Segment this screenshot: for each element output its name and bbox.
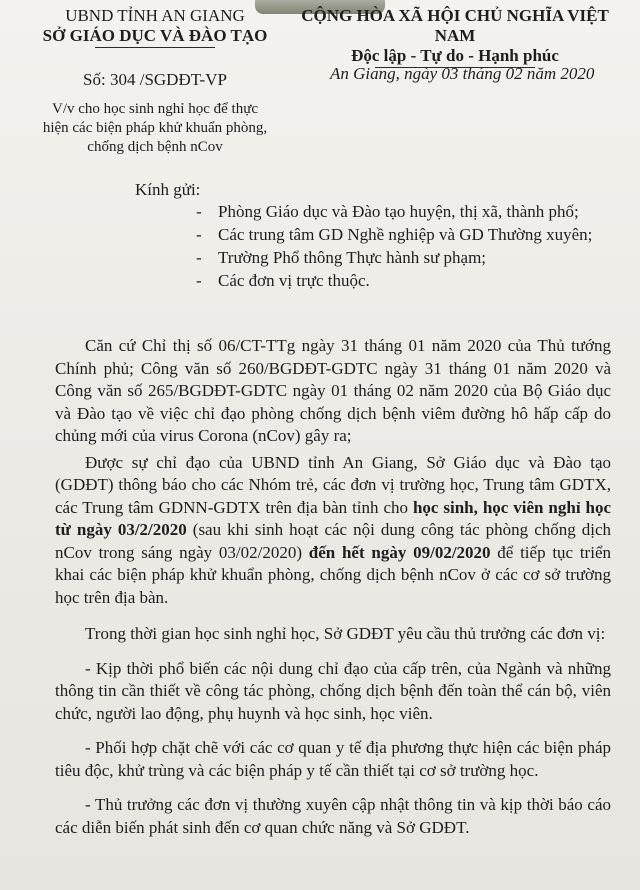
recipient-text: Trường Phổ thông Thực hành sư phạm; xyxy=(218,248,487,267)
list-item xyxy=(196,223,606,246)
issuing-authority xyxy=(30,6,280,48)
org-underline xyxy=(95,47,215,48)
recipient-text: Các trung tâm GD Nghề nghiệp và GD Thường xuyên; xyxy=(218,225,593,244)
nation-line-1: CỘNG HÒA XÃ HỘI CHỦ NGHĨA VIỆT NAM xyxy=(301,6,609,45)
paragraph-requirement-1: - Kịp thời phổ biến các nội dung chỉ đạo của cấp trên, của Ngành và những thông tin cần thiết về công tác phòng, chống dịch bệnh đến toàn thể cán bộ, viên chức, người lao động, phụ huynh và học sinh, học viên. xyxy=(55,658,611,723)
list-dash: - xyxy=(196,225,202,244)
subject-line-1: V/v cho học sinh nghỉ học để thực xyxy=(51,101,258,117)
subject-line-3: chống dịch bệnh nCov xyxy=(87,139,223,155)
recipients-label: Kính gửi: xyxy=(135,180,201,199)
list-item xyxy=(196,200,606,223)
national-heading xyxy=(280,6,630,68)
announcement-text: Được sự chỉ đạo của UBND tỉnh An Giang, Sở Giáo dục và Đào tạo (GDĐT) thông báo cho các Nhóm trẻ, các đơn vị trường học, Trung tâm GDTX, các Trung tâm GDNN-GDTX trên địa bàn tỉnh cho xyxy=(55,452,611,517)
list-item xyxy=(196,246,606,269)
paragraph-requirement-2: - Phối hợp chặt chẽ với các cơ quan y tế địa phương thực hiện các biện pháp tiêu độc, khử trùng và các biện pháp y tế cần thiết tại cơ sở trường học. xyxy=(55,738,611,780)
nation-motto: Độc lập - Tự do - Hạnh phúc xyxy=(351,46,559,65)
list-dash: - xyxy=(196,202,202,221)
document-subject xyxy=(30,100,280,157)
announcement-bold-start: học sinh, học viên nghỉ học từ ngày 03/2/2020 xyxy=(55,497,611,539)
paragraph-requirements-intro: Trong thời gian học sinh nghỉ học, Sở GDĐT yêu cầu thủ trưởng các đơn vị: xyxy=(85,624,606,643)
list-dash: - xyxy=(196,271,202,290)
org-line-1: UBND TỈNH AN GIANG xyxy=(65,6,245,25)
announcement-text: để tiếp tục triển khai các biện pháp khử khuẩn phòng, chống dịch bệnh nCov ở các cơ sở trường học trên địa bàn. xyxy=(55,542,611,607)
document-body xyxy=(55,335,611,839)
announcement-text: (sau khi sinh hoạt các nội dung công tác phòng chống dịch nCov trong sáng ngày 03/02/2020) xyxy=(55,520,612,562)
announcement-bold-end: đến hết ngày 09/02/2020 xyxy=(308,542,491,562)
date-line: An Giang, ngày 03 tháng 02 năm 2020 xyxy=(330,64,595,83)
recipients-list xyxy=(196,200,606,292)
paragraph-requirement-3: - Thủ trưởng các đơn vị thường xuyên cập nhật thông tin và kịp thời báo cáo các diễn biến phát sinh đến cơ quan chức năng và Sở GDĐT. xyxy=(55,795,611,837)
document-number: Số: 304 /SGDĐT-VP xyxy=(83,70,227,89)
paragraph-announcement xyxy=(55,452,611,610)
paragraph-legal-basis: Căn cứ Chỉ thị số 06/CT-TTg ngày 31 tháng 01 năm 2020 của Thủ tướng Chính phủ; Công văn số 260/BGDĐT-GDTC ngày 31 tháng 01 năm 2020 và Công văn số 265/BGDĐT-GDTC ngày 01 tháng 02 năm 2020 của Bộ Giáo dục và Đào tạo về việc chỉ đạo phòng chống dịch bệnh viêm đường hô hấp cấp do chủng mới của virus Corona (nCov) gây ra; xyxy=(55,336,611,445)
recipient-text: Phòng Giáo dục và Đào tạo huyện, thị xã, thành phố; xyxy=(218,202,579,221)
org-line-2: SỞ GIÁO DỤC VÀ ĐÀO TẠO xyxy=(42,26,268,45)
recipient-text: Các đơn vị trực thuộc. xyxy=(218,271,370,290)
list-dash: - xyxy=(196,248,202,267)
subject-line-2: hiện các biện pháp khử khuẩn phòng, xyxy=(42,120,268,136)
list-item xyxy=(196,269,606,292)
